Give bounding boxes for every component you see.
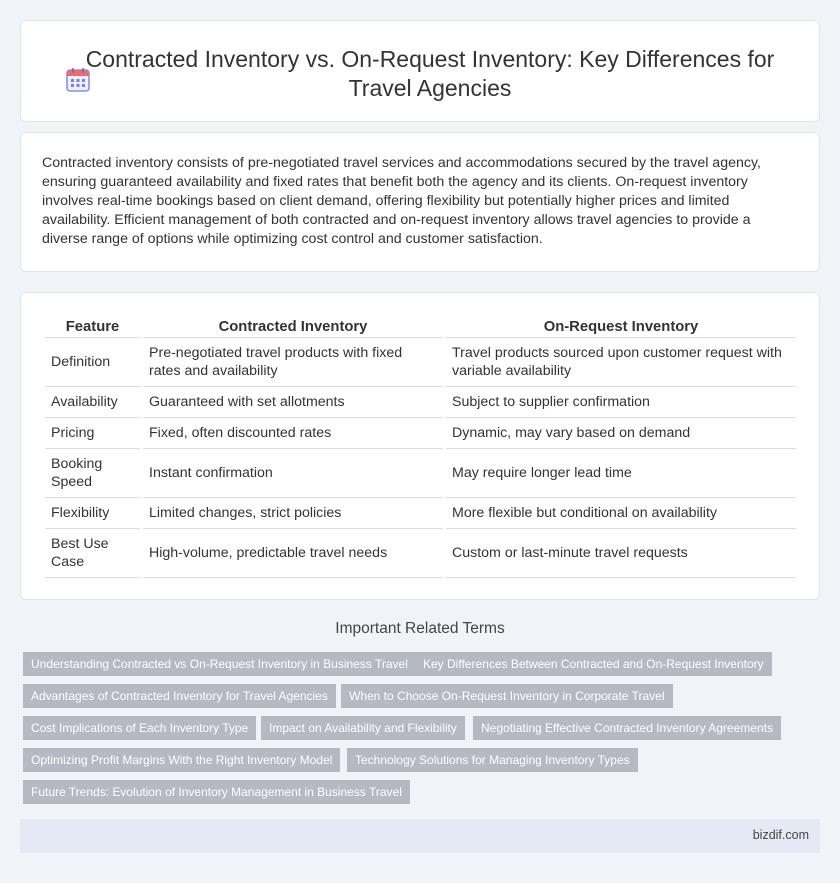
header-feature: Feature xyxy=(45,316,140,338)
table-header-row xyxy=(45,316,796,338)
related-term-tag[interactable]: Optimizing Profit Margins With the Right Inventory Model xyxy=(23,748,340,772)
cell-feature: Booking Speed xyxy=(45,449,140,498)
cell-feature: Pricing xyxy=(45,418,140,449)
footer xyxy=(20,819,820,853)
cell-on-request: Dynamic, may vary based on demand xyxy=(446,418,796,449)
cell-on-request: Subject to supplier confirmation xyxy=(446,387,796,418)
related-term-tag[interactable]: Advantages of Contracted Inventory for Travel Agencies xyxy=(23,684,336,708)
cell-feature: Definition xyxy=(45,338,140,387)
table-row xyxy=(45,418,796,449)
table-row xyxy=(45,387,796,418)
cell-feature: Best Use Case xyxy=(45,529,140,578)
comparison-table xyxy=(42,316,799,578)
page-title: Contracted Inventory vs. On-Request Inventory: Key Differences for Travel Agencies xyxy=(85,46,775,101)
cell-on-request: Travel products sourced upon customer request with variable availability xyxy=(446,338,796,387)
footer-site-name[interactable]: bizdif.com xyxy=(752,828,809,842)
cell-contracted: High-volume, predictable travel needs xyxy=(143,529,443,578)
related-term-tag[interactable]: Future Trends: Evolution of Inventory Management in Business Travel xyxy=(23,780,410,804)
cell-contracted: Fixed, often discounted rates xyxy=(143,418,443,449)
related-term-tag[interactable]: Technology Solutions for Managing Inventory Types xyxy=(347,748,638,772)
cell-contracted: Limited changes, strict policies xyxy=(143,498,443,529)
cell-contracted: Guaranteed with set allotments xyxy=(143,387,443,418)
cell-on-request: More flexible but conditional on availability xyxy=(446,498,796,529)
related-term-tag[interactable]: Impact on Availability and Flexibility xyxy=(261,716,465,740)
cell-contracted: Instant confirmation xyxy=(143,449,443,498)
cell-contracted: Pre-negotiated travel products with fixed rates and availability xyxy=(143,338,443,387)
comparison-table-card xyxy=(20,292,820,600)
table-row xyxy=(45,449,796,498)
table-row xyxy=(45,338,796,387)
cell-feature: Availability xyxy=(45,387,140,418)
related-term-tag[interactable]: Key Differences Between Contracted and On-Request Inventory xyxy=(415,652,772,676)
related-term-tag[interactable]: Understanding Contracted vs On-Request Inventory in Business Travel xyxy=(23,652,416,676)
related-term-tag[interactable]: Negotiating Effective Contracted Inventory Agreements xyxy=(473,716,781,740)
header-card xyxy=(20,20,820,122)
cell-on-request: May require longer lead time xyxy=(446,449,796,498)
table-row xyxy=(45,498,796,529)
intro-paragraph: Contracted inventory consists of pre-negotiated travel services and accommodations secured by the travel agency, ensuring guaranteed availability and fixed rates that benefit both the agency and its clients. On-request inventory involves real-time bookings based on client demand, offering flexibility but potentially higher prices and limited availability. Efficient management of both contracted and on-request inventory allows travel agencies to provide a diverse range of options while optimizing cost control and customer satisfaction. xyxy=(42,155,761,247)
cell-feature: Flexibility xyxy=(45,498,140,529)
cell-on-request: Custom or last-minute travel requests xyxy=(446,529,796,578)
intro-card xyxy=(20,132,820,272)
related-term-tag[interactable]: Cost Implications of Each Inventory Type xyxy=(23,716,256,740)
table-row xyxy=(45,529,796,578)
header-on-request: On-Request Inventory xyxy=(446,316,796,338)
related-term-tag[interactable]: When to Choose On-Request Inventory in Corporate Travel xyxy=(341,684,673,708)
related-terms-title: Important Related Terms xyxy=(335,620,505,637)
header-contracted: Contracted Inventory xyxy=(143,316,443,338)
